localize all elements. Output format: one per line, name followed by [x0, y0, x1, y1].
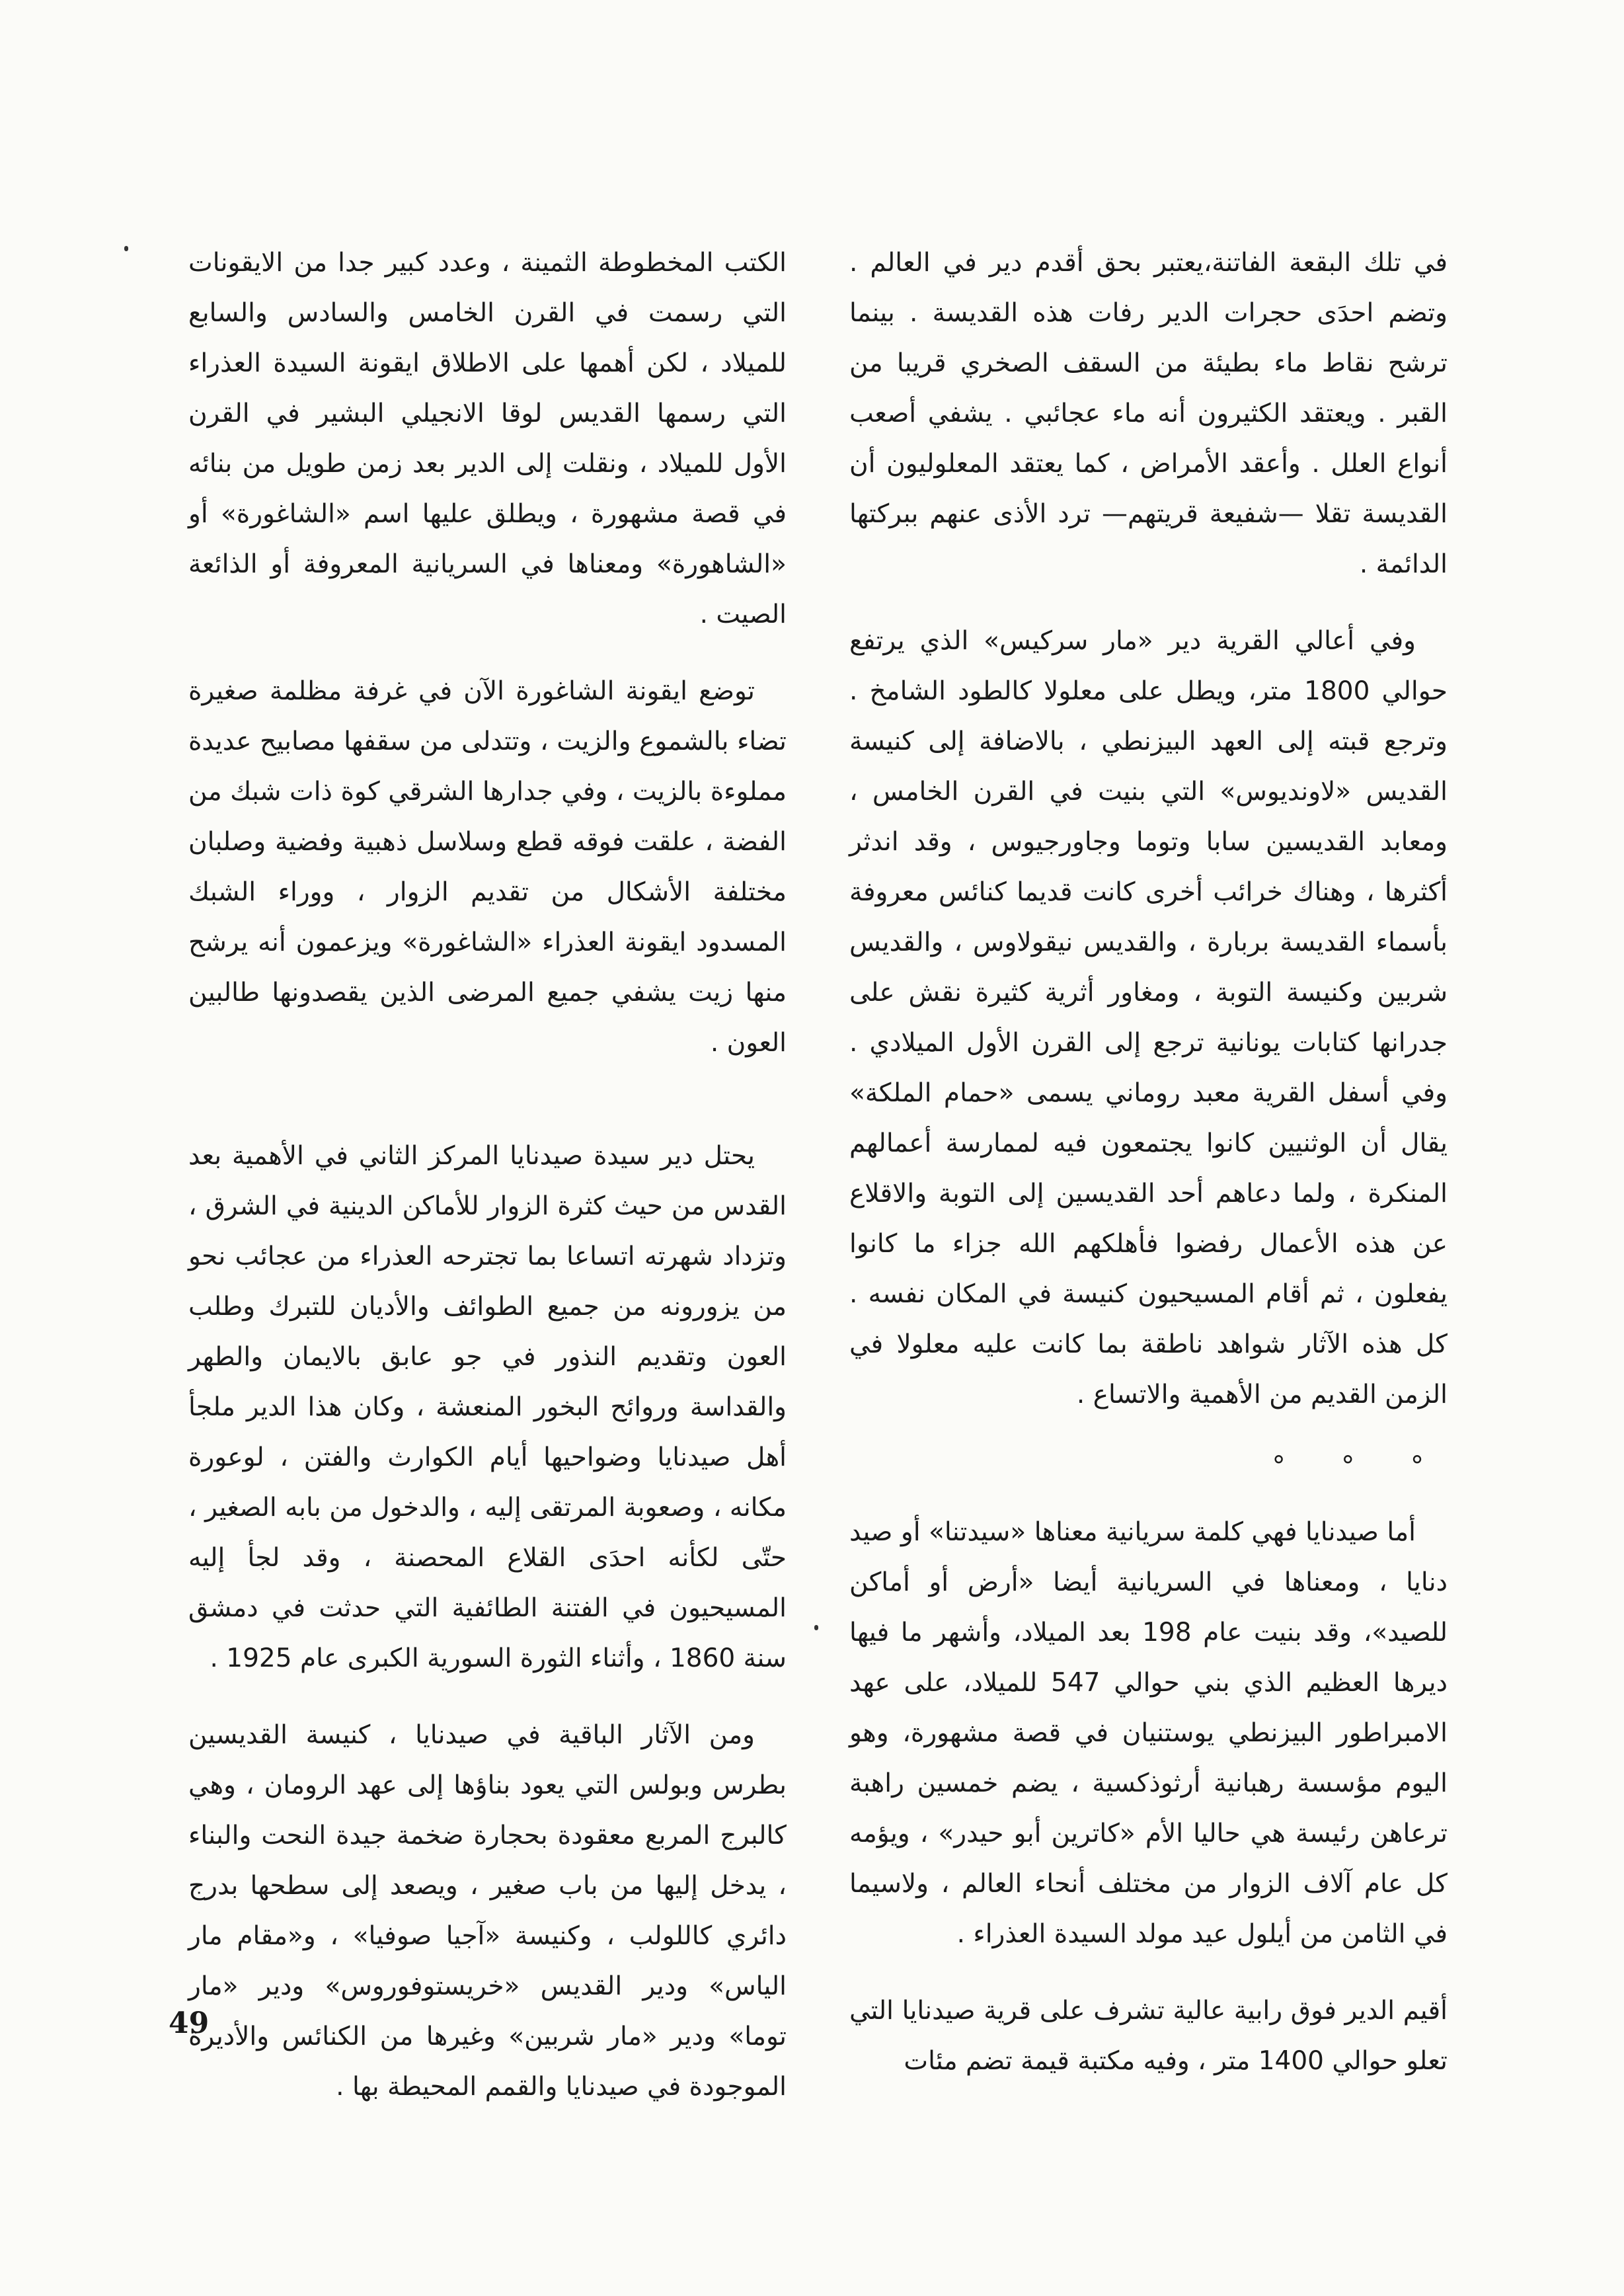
paragraph-pilgrimage: يحتل دير سيدة صيدنايا المركز الثاني في الأهمية بعد القدس من حيث كثرة الزوار للأماكن الدينية في الشرق ، وتزداد شهرته اتساعا بما تجترحه العذراء من عجائب نحو من يزورونه من جميع الطوائف والأديان للتبرك وطلب العون وتقديم النذور في جو عابق بالايمان والطهر والقداسة وروائح البخور المنعشة ، وكان هذا الدير ملجأ أهل صيدنايا وضواحيها أيام الكوارث والفتن ، لوعورة مكانه ، وصعوبة المرتقى إليه ، والدخول من بابه الصغير ، حتّى لكأنه احدَى القلاع المحصنة ، وقد لجأ إليه المسيحيون في الفتنة الطائفية التي حدثت في دمشق سنة 1860 ، وأثناء الثورة السورية الكبرى عام 1925 .	[188, 1141, 787, 1673]
paragraph-mar-sarkis: وفي أعالي القرية دير «مار سركيس» الذي يرتفع حوالي 1800 متر، ويطل على معلولا كالطود الشامخ . وترجع قبته إلى العهد البيزنطي ، بالاضافة إلى كنيسة القديس «لاونديوس» التي بنيت في القرن الخامس ، ومعابد القديسين سابا وتوما وجاورجيوس ، وقد اندثر أكثرها ، وهناك خرائب أخرى كانت قديما كنائس معروفة بأسماء القديسة بربارة ، والقديس نيقولاوس ، والقديس شربين وكنيسة التوبة ، ومغاور أثرية كثيرة نقش على جدرانها كتابات يونانية ترجع إلى القرن الأول الميلادي . وفي أسفل القرية معبد روماني يسمى «حمام الملكة» يقال أن الوثنيين كانوا يجتمعون فيه لممارسة أعمالهم المنكرة ، ولما دعاهم أحد القديسين إلى التوبة والاقلاع عن هذه الأعمال رفضوا فأهلكهم الله جزاء ما كانوا يفعلون ، ثم أقام المسيحيون كنيسة في المكان نفسه . كل هذه الآثار شواهد ناطقة بما كانت عليه معلولا في الزمن القديم من الأهمية والاتساع .	[849, 626, 1448, 1409]
scan-speck	[124, 246, 128, 251]
paragraph-icons: الكتب المخطوطة الثمينة ، وعدد كبير جدا من الايقونات التي رسمت في القرن الخامس والسادس والسابع للميلاد ، لكن أهمها على الاطلاق ايقونة السيدة العذراء التي رسمها القديس لوقا الانجيلي البشير في القرن الأول للميلاد ، ونقلت إلى الدير بعد زمن طويل من بنائه في قصة مشهورة ، ويطلق عليها اسم «الشاغورة» أو «الشاهورة» ومعناها في السريانية المعروفة أو الذائعة الصيت .	[188, 248, 787, 629]
section-separator: ° ° °	[1272, 1451, 1448, 1482]
scan-speck	[814, 1625, 818, 1630]
right-text-column	[849, 238, 1448, 2113]
paragraph-saydnaya-intro: أما صيدنايا فهي كلمة سريانية معناها «سيدتنا» أو صيد دنايا ، ومعناها في السريانية أيضا «أرض أو أماكن للصيد»، وقد بنيت عام 198 بعد الميلاد، وأشهر ما فيها ديرها العظيم الذي بني حوالي 547 للميلاد، على عهد الامبراطور البيزنطي يوستنيان في قصة مشهورة، وهو اليوم مؤسسة رهبانية أرثوذكسية ، يضم خمسين راهبة ترعاهن رئيسة هي حاليا الأم «كاترين أبو حيدر» ، ويؤمه كل عام آلاف الزوار من مختلف أنحاء العالم ، ولاسيما في الثامن من أيلول عيد مولد السيدة العذراء .	[849, 1517, 1448, 1949]
paragraph-shaghoura-room: توضع ايقونة الشاغورة الآن في غرفة مظلمة صغيرة تضاء بالشموع والزيت ، وتتدلى من سقفها مصابيح عديدة مملوءة بالزيت ، وفي جدارها الشرقي كوة ذات شبك من الفضة ، علقت فوقه قطع وسلاسل ذهبية وفضية وصلبان مختلفة الأشكال من تقديم الزوار ، ووراء الشبك المسدود ايقونة العذراء «الشاغورة» ويزعمون أنه يرشح منها زيت يشفي جميع المرضى الذين يقصدونها طالبين العون .	[188, 676, 787, 1058]
left-text-column	[188, 238, 787, 2139]
page-number: 49	[169, 2006, 210, 2040]
paragraph-convent-library: أقيم الدير فوق رابية عالية تشرف على قرية صيدنايا التي تعلو حوالي 1400 متر ، وفيه مكتبة قيمة تضم مئات	[849, 1996, 1448, 2076]
paragraph-maaloula-convent: في تلك البقعة الفاتنة،يعتبر بحق أقدم دير في العالم . وتضم احدَى حجرات الدير رفات هذه القديسة . بينما ترشح نقاط ماء بطيئة من السقف الصخري قريبا من القبر . ويعتقد الكثيرون أنه ماء عجائبي . يشفي أصعب أنواع العلل . وأعقد الأمراض ، كما يعتقد المعلوليون أن القديسة تقلا —شفيعة قريتهم— ترد الأذى عنهم ببركتها الدائمة .	[849, 248, 1448, 579]
paragraph-remaining-monuments: ومن الآثار الباقية في صيدنايا ، كنيسة القديسين بطرس وبولس التي يعود بناؤها إلى عهد الرومان ، وهي كالبرج المربع معقودة بحجارة ضخمة جيدة النحت والبناء ، يدخل إليها من باب صغير ، ويصعد إلى سطحها بدرج دائري كاللولب ، وكنيسة «آجيا صوفيا» ، و«مقام مار الياس» ودير القديس «خريستوفوروس» ودير «مار توما» ودير «مار شربين» وغيرها من الكنائس والأديرة الموجودة في صيدنايا والقمم المحيطة بها .	[188, 1720, 787, 2102]
